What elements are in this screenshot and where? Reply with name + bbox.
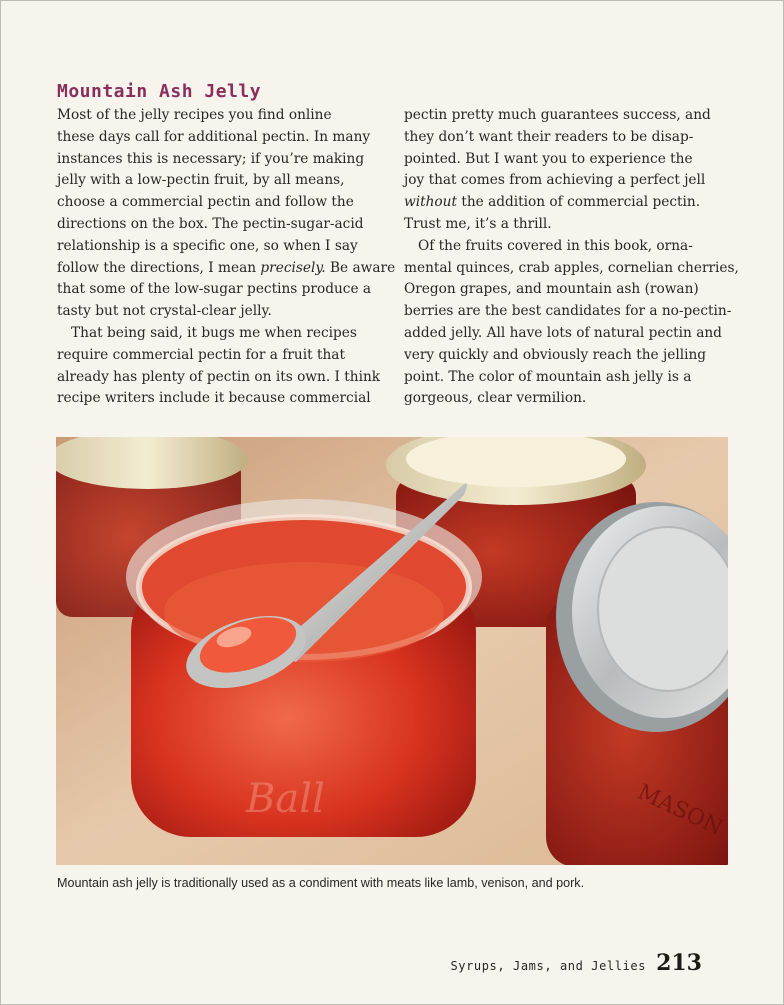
article-title: Mountain Ash Jelly xyxy=(57,81,262,102)
text-run: require commercial pectin for a fruit that xyxy=(57,346,345,363)
text-run: berries are the best candidates for a no-pectin- xyxy=(404,303,732,320)
text-run: choose a commercial pectin and follow the xyxy=(57,194,354,211)
body-text-line xyxy=(57,367,382,389)
emphasized-word: precisely. xyxy=(260,259,326,276)
body-text-line xyxy=(404,236,729,258)
text-run: point. The color of mountain ash jelly is a xyxy=(404,368,692,385)
body-text-line xyxy=(57,345,382,367)
body-text-line xyxy=(57,301,382,323)
body-text-line xyxy=(404,258,739,280)
text-run: mental quinces, crab apples, cornelian cherries, xyxy=(404,259,739,276)
text-run: already has plenty of pectin on its own. I think xyxy=(57,368,381,385)
text-run: pectin pretty much guarantees success, and xyxy=(404,107,711,123)
body-text-line xyxy=(57,258,396,280)
body-text-line xyxy=(57,149,382,171)
body-text-line xyxy=(404,127,729,149)
text-run: the addition of commercial pectin. xyxy=(456,194,701,211)
text-run: follow the directions, I mean xyxy=(57,259,261,276)
emphasized-word: without xyxy=(404,194,457,211)
body-text-line xyxy=(404,192,729,214)
text-run: tasty but not crystal-clear jelly. xyxy=(57,303,272,320)
right-column xyxy=(404,105,739,410)
left-column xyxy=(57,105,396,410)
jelly-jars-photo xyxy=(56,437,728,865)
text-run: added jelly. All have lots of natural pectin and xyxy=(404,324,722,341)
text-run: recipe writers include it because commercial xyxy=(57,390,371,407)
text-run: gorgeous, clear vermilion. xyxy=(404,390,587,407)
text-run: Trust me, it’s a thrill. xyxy=(404,215,552,232)
body-text-line xyxy=(404,367,729,389)
body-text-line xyxy=(404,170,729,192)
mason-embossing: MASON xyxy=(633,779,727,841)
text-run: Of the fruits covered in this book, orna- xyxy=(418,237,693,254)
text-run: That being said, it bugs me when recipes xyxy=(71,324,357,341)
photo-caption: Mountain ash jelly is traditionally used as a condiment with meats like lamb, venison, and pork. xyxy=(57,876,585,890)
body-text-line xyxy=(57,388,382,410)
body-text-line xyxy=(57,236,382,258)
text-run: Most of the jelly recipes you find online xyxy=(57,107,332,123)
ball-embossing: Ball xyxy=(246,776,325,822)
text-run: relationship is a specific one, so when I say xyxy=(57,237,358,254)
body-text-line xyxy=(57,192,382,214)
body-text-line xyxy=(57,105,382,127)
body-text-line xyxy=(404,105,729,127)
body-text-line xyxy=(57,127,382,149)
page-footer xyxy=(450,950,702,976)
body-text-line xyxy=(404,214,729,236)
body-text-line xyxy=(57,170,382,192)
text-run: instances this is necessary; if you’re making xyxy=(57,150,365,167)
body-text-line xyxy=(57,323,382,345)
body-text-line xyxy=(404,149,729,171)
body-text-line xyxy=(404,388,729,410)
body-text-line xyxy=(57,214,382,236)
page-number: 213 xyxy=(656,950,702,976)
text-run: pointed. But I want you to experience the xyxy=(404,150,693,167)
body-text-line xyxy=(404,323,729,345)
text-run: very quickly and obviously reach the jelling xyxy=(404,346,707,363)
text-run: that some of the low-sugar pectins produce a xyxy=(57,281,372,298)
text-run: Be aware xyxy=(325,259,396,276)
text-run: directions on the box. The pectin-sugar-acid xyxy=(57,215,364,232)
body-text-line xyxy=(404,279,729,301)
text-run: these days call for additional pectin. In many xyxy=(57,128,371,145)
text-run: jelly with a low-pectin fruit, by all means, xyxy=(57,172,345,189)
body-text-line xyxy=(404,345,729,367)
running-section-title: Syrups, Jams, and Jellies xyxy=(450,959,647,973)
text-run: joy that comes from achieving a perfect jell xyxy=(404,172,706,189)
text-run: Oregon grapes, and mountain ash (rowan) xyxy=(404,281,699,298)
body-text-line xyxy=(57,279,382,301)
body-text-line xyxy=(404,301,732,323)
text-run: they don’t want their readers to be disap- xyxy=(404,128,694,145)
